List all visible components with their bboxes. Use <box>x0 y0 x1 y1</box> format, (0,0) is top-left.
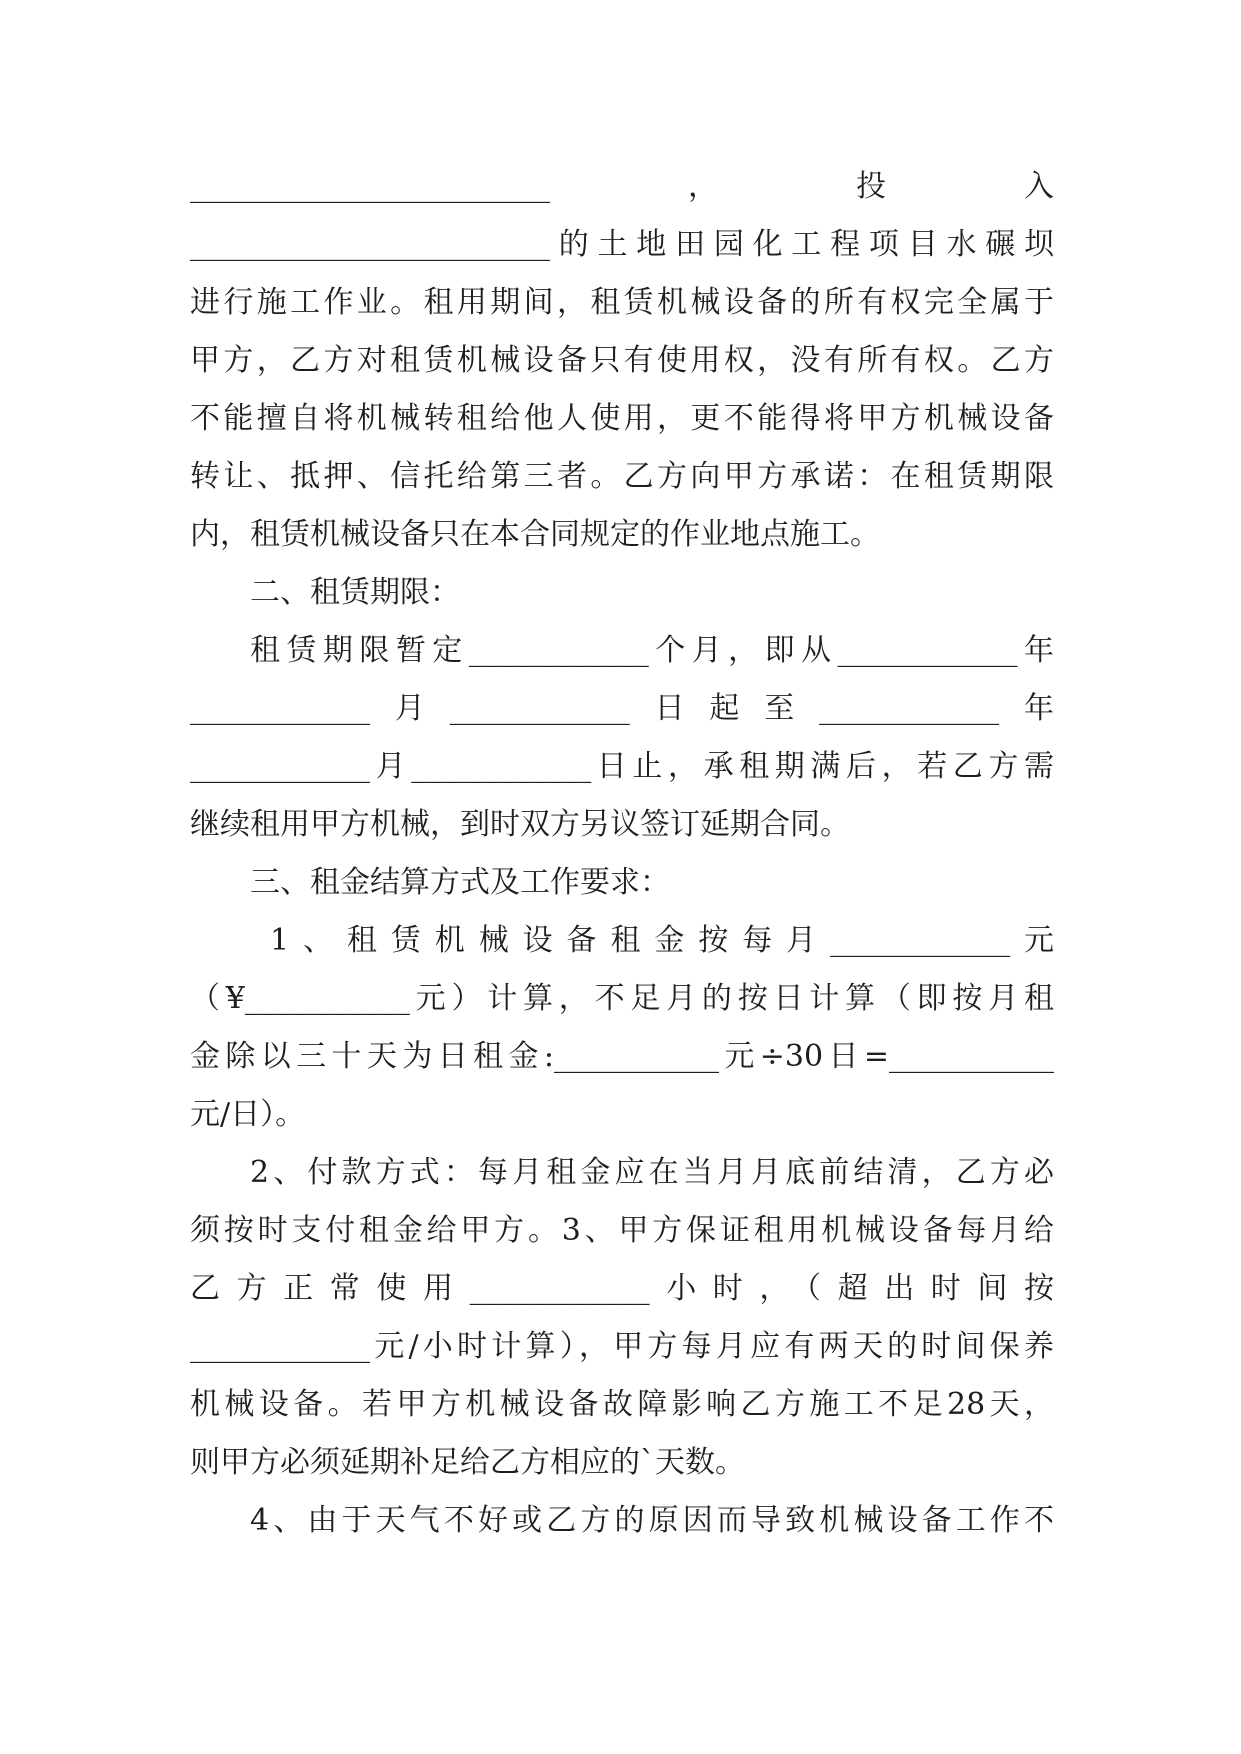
text-line-19: 须按时支付租金给甲方。3、甲方保证租用机械设备每月给 <box>190 1213 1054 1248</box>
text-line-3: 进行施工作业。租用期间，租赁机械设备的所有权完全属于 <box>190 285 1054 320</box>
text-line-10: ____________月____________日起至____________年 <box>190 691 1054 726</box>
text-line-20: 乙方正常使用____________小时，（超出时间按 <box>190 1271 1054 1306</box>
text-line-12: 继续租用甲方机械，到时双方另议签订延期合同。 <box>190 807 850 842</box>
text-line-2: ________________________的土地田园化工程项目水碾坝 <box>190 227 1054 262</box>
text-line-11: ____________月____________日止，承租期满后，若乙方需 <box>190 749 1054 784</box>
text-line-23: 则甲方必须延期补足给乙方相应的`天数。 <box>190 1445 745 1480</box>
text-line-21: ____________元/小时计算），甲方每月应有两天的时间保养 <box>190 1329 1054 1364</box>
text-line-4: 甲方，乙方对租赁机械设备只有使用权，没有所有权。乙方 <box>190 343 1054 378</box>
text-line-5: 不能擅自将机械转租给他人使用，更不能得将甲方机械设备 <box>190 401 1054 436</box>
text-line-14: 1、租赁机械设备租金按每月____________元 <box>270 923 1054 958</box>
text-line-18: 2、付款方式：每月租金应在当月月底前结清，乙方必 <box>250 1155 1054 1190</box>
text-line-17: 元/日）。 <box>190 1097 306 1132</box>
text-line-24: 4、由于天气不好或乙方的原因而导致机械设备工作不 <box>250 1503 1054 1538</box>
text-line-6: 转让、抵押、信托给第三者。乙方向甲方承诺：在租赁期限 <box>190 459 1054 494</box>
text-line-16: 金除以三十天为日租金:___________元÷30日=___________ <box>190 1039 1054 1074</box>
text-line-1: ________________________，投入 <box>190 169 1054 204</box>
section-heading-3: 三、租金结算方式及工作要求： <box>250 865 670 900</box>
text-line-7: 内，租赁机械设备只在本合同规定的作业地点施工。 <box>190 517 880 552</box>
section-heading-2: 二、租赁期限： <box>250 575 460 610</box>
text-line-9: 租赁期限暂定____________个月，即从____________年 <box>250 633 1054 668</box>
text-line-15: （¥___________元）计算，不足月的按日计算（即按月租 <box>190 981 1054 1016</box>
text-line-22: 机械设备。若甲方机械设备故障影响乙方施工不足28天， <box>190 1387 1054 1422</box>
